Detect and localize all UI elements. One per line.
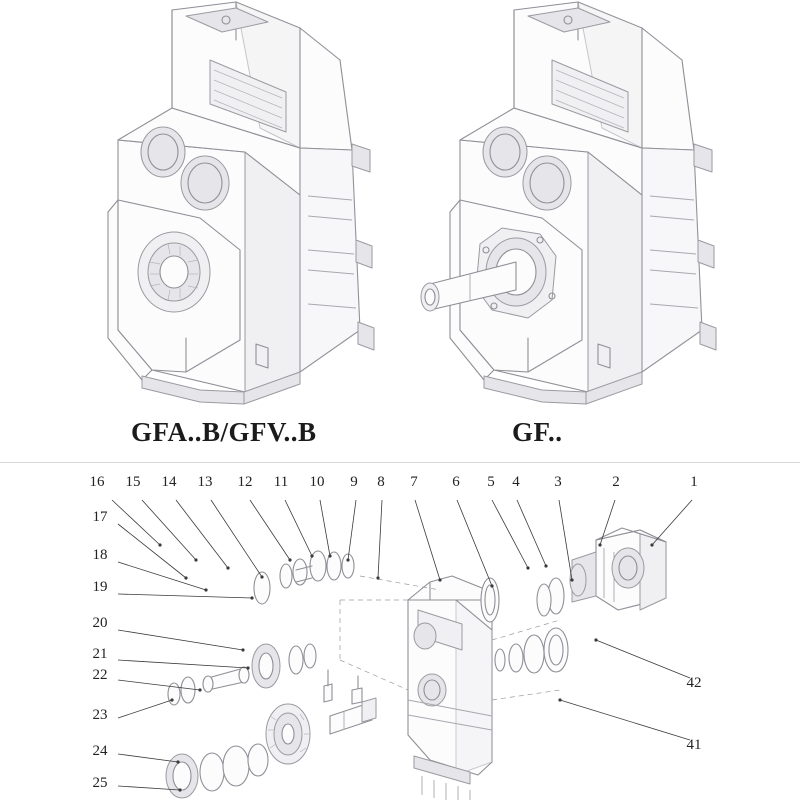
callout-number-25: 25 [92, 775, 108, 791]
callout-dot-23 [170, 698, 173, 701]
callout-dot-5 [526, 566, 529, 569]
callout-dot-4 [544, 564, 547, 567]
callout-leader-15 [142, 500, 196, 560]
callout-leader-3 [559, 500, 572, 580]
callout-number-19: 19 [92, 579, 108, 595]
callout-dot-6 [490, 584, 493, 587]
callout-leader-12 [250, 500, 290, 560]
callout-leader-42 [596, 640, 690, 678]
callout-dot-9 [346, 558, 349, 561]
callout-number-7: 7 [410, 474, 418, 490]
callout-leader-23 [118, 700, 172, 718]
callout-number-21: 21 [92, 646, 108, 662]
callout-number-16: 16 [89, 474, 105, 490]
callout-leader-21 [118, 660, 248, 668]
ring-stack-left [166, 551, 376, 798]
callout-dot-3 [570, 578, 573, 581]
callout-leader-13 [211, 500, 262, 577]
callout-leader-7 [415, 500, 440, 580]
callout-dot-1 [650, 543, 653, 546]
callout-number-6: 6 [452, 474, 460, 490]
section-divider [0, 462, 800, 463]
callout-leader-19 [118, 594, 252, 598]
callout-number-3: 3 [554, 474, 562, 490]
exploded-assembly [112, 500, 692, 800]
callout-dot-11 [310, 554, 313, 557]
callout-number-9: 9 [350, 474, 358, 490]
callout-leader-10 [320, 500, 330, 556]
callout-leader-1 [652, 500, 692, 545]
gearbox-view-right [421, 2, 716, 404]
callout-leader-5 [492, 500, 528, 568]
callout-number-11: 11 [273, 474, 289, 490]
callout-dot-42 [594, 638, 597, 641]
callout-number-41: 41 [686, 737, 702, 753]
callout-leader-8 [378, 500, 382, 578]
callout-number-12: 12 [237, 474, 253, 490]
callout-leader-11 [285, 500, 312, 556]
callout-number-5: 5 [487, 474, 495, 490]
callout-number-15: 15 [125, 474, 141, 490]
callout-dot-25 [178, 788, 181, 791]
callout-dot-19 [250, 596, 253, 599]
callout-leader-17 [118, 524, 186, 578]
callout-dot-15 [194, 558, 197, 561]
callout-leader-41 [560, 700, 690, 740]
callout-dot-12 [288, 558, 291, 561]
callout-leader-9 [348, 500, 356, 560]
callout-leader-6 [457, 500, 492, 586]
motor-adapter-group [570, 528, 666, 610]
callout-dot-20 [241, 648, 244, 651]
callout-dot-16 [158, 543, 161, 546]
gearbox-view-left [108, 2, 374, 404]
callout-dot-18 [204, 588, 207, 591]
callout-dot-7 [438, 578, 441, 581]
callout-number-17: 17 [92, 509, 108, 525]
caption-gf: GF.. [512, 417, 563, 447]
callout-dot-14 [226, 566, 229, 569]
callout-dot-17 [184, 576, 187, 579]
callout-number-10: 10 [309, 474, 325, 490]
callout-dot-22 [198, 688, 201, 691]
callout-number-14: 14 [161, 474, 177, 490]
callout-number-22: 22 [92, 667, 108, 683]
callout-dot-13 [260, 575, 263, 578]
callout-dot-2 [598, 543, 601, 546]
callout-dot-21 [246, 666, 249, 669]
callout-number-2: 2 [612, 474, 620, 490]
callout-number-13: 13 [197, 474, 213, 490]
callout-number-18: 18 [92, 547, 108, 563]
callout-dot-8 [376, 576, 379, 579]
caption-gfa-gfv: GFA..B/GFV..B [131, 417, 317, 447]
ring-stack-right [481, 578, 568, 673]
callout-number-4: 4 [512, 474, 520, 490]
callout-number-1: 1 [690, 474, 698, 490]
callout-number-20: 20 [92, 615, 108, 631]
callout-number-42: 42 [686, 675, 702, 691]
callout-number-8: 8 [377, 474, 385, 490]
callout-dot-24 [176, 760, 179, 763]
callout-number-24: 24 [92, 743, 108, 759]
callout-dot-41 [558, 698, 561, 701]
callout-number-23: 23 [92, 707, 108, 723]
callout-leader-18 [118, 562, 206, 590]
callout-leader-20 [118, 630, 243, 650]
callout-leader-14 [176, 500, 228, 568]
callout-dot-10 [328, 554, 331, 557]
callout-leader-24 [118, 754, 178, 762]
